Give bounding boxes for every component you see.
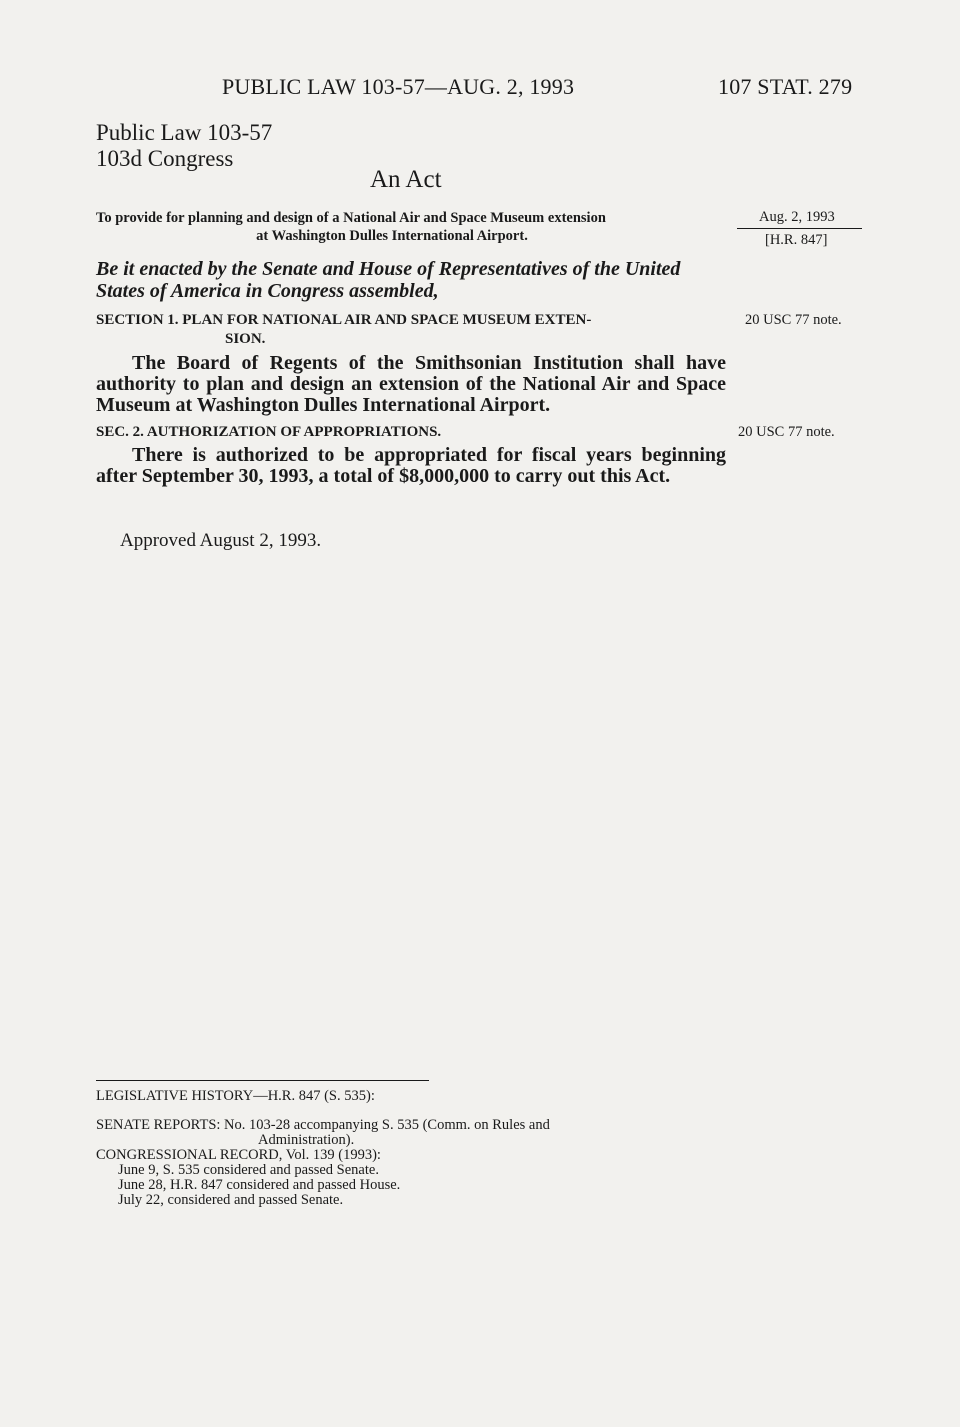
history-entry: June 28, H.R. 847 considered and passed House. (118, 1177, 401, 1193)
congressional-record-label: CONGRESSIONAL RECORD, Vol. 139 (1993): (96, 1147, 381, 1163)
history-entry: July 22, considered and passed Senate. (118, 1192, 344, 1208)
margin-note-divider (737, 228, 862, 229)
law-number: Public Law 103-57 (96, 120, 273, 145)
act-purpose (96, 209, 728, 245)
section-1-heading-continued: SION. (225, 331, 266, 347)
section-1-heading: SECTION 1. PLAN FOR NATIONAL AIR AND SPACE MUSEUM EXTEN- (96, 312, 592, 328)
running-title: PUBLIC LAW 103-57—AUG. 2, 1993 (222, 74, 575, 99)
history-rule (96, 1080, 429, 1081)
legislative-history-title: LEGISLATIVE HISTORY—H.R. 847 (S. 535): (96, 1088, 375, 1104)
senate-reports-line-1: SENATE REPORTS: No. 103-28 accompanying S. 535 (Comm. on Rules and (96, 1117, 550, 1133)
congress-label: 103d Congress (96, 146, 234, 171)
page-reference: 107 STAT. 279 (718, 74, 853, 99)
history-entry: June 9, S. 535 considered and passed Senate. (118, 1162, 379, 1178)
section-1-margin-note: 20 USC 77 note. (745, 312, 842, 328)
section-1-text: The Board of Regents of the Smithsonian Institution shall have authority to plan and design an extension of the National Air and Space Museum at Washington Dulles International Airport. (96, 352, 726, 416)
approval-date: Approved August 2, 1993. (120, 530, 322, 551)
section-2-text: There is authorized to be appropriated for fiscal years beginning after September 30, 1993, a total of $8,000,000 to carry out this Act. (96, 444, 726, 487)
section-2-heading: SEC. 2. AUTHORIZATION OF APPROPRIATIONS. (96, 424, 442, 440)
margin-date-note: Aug. 2, 1993 (759, 209, 835, 225)
enacting-clause: Be it enacted by the Senate and House of Representatives of the United States of America in Congress assembled, (96, 258, 681, 302)
act-label: An Act (370, 166, 442, 193)
purpose-line-1: To provide for planning and design of a National Air and Space Museum extension (96, 210, 606, 226)
senate-reports-line-2: Administration). (258, 1132, 355, 1148)
section-2-margin-note: 20 USC 77 note. (738, 424, 835, 440)
margin-bill-note: [H.R. 847] (765, 232, 828, 248)
purpose-line-2: at Washington Dulles International Airport. (256, 228, 528, 244)
